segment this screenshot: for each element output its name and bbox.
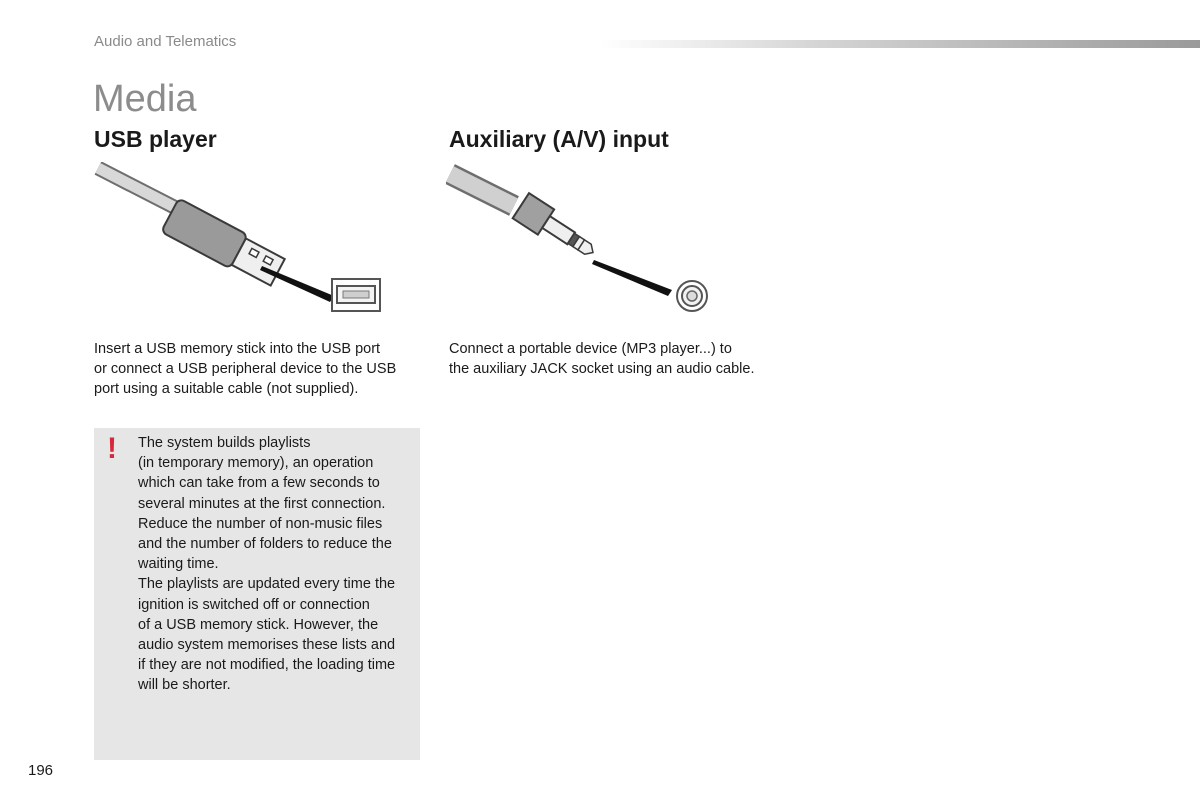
page-title: Media <box>93 78 197 120</box>
note-line: ignition is switched off or connection <box>138 596 370 613</box>
note-line: of a USB memory stick. However, the <box>138 616 379 633</box>
usb-plug-illustration <box>94 162 394 322</box>
aux-text-line: Connect a portable device (MP3 player...) to <box>449 341 732 357</box>
page-number: 196 <box>28 762 54 779</box>
note-line: will be shorter. <box>138 677 231 694</box>
jack-plug-illustration <box>446 162 746 322</box>
note-line: audio system memorises these lists and <box>138 637 396 654</box>
aux-description <box>449 339 789 379</box>
header-gradient-bar <box>600 40 1200 48</box>
note-line: if they are not modified, the loading time <box>138 657 396 674</box>
note-line: Reduce the number of non-music files <box>138 515 383 532</box>
usb-text-line: port using a suitable cable (not supplied). <box>94 381 359 397</box>
note-line: waiting time. <box>138 556 219 573</box>
note-line: The playlists are updated every time the <box>138 576 396 593</box>
usb-text-line: or connect a USB peripheral device to the USB <box>94 361 397 377</box>
note-text <box>138 433 414 696</box>
usb-description <box>94 339 424 399</box>
aux-heading: Auxiliary (A/V) input <box>449 126 669 152</box>
aux-text-line: the auxiliary JACK socket using an audio cable. <box>449 361 755 377</box>
warning-note-box <box>94 428 420 760</box>
usb-text-line: Insert a USB memory stick into the USB port <box>94 341 381 357</box>
usb-heading: USB player <box>94 126 217 152</box>
header-section-label: Audio and Telematics <box>94 33 237 50</box>
note-line: several minutes at the first connection. <box>138 495 386 512</box>
note-line: which can take from a few seconds to <box>138 475 380 492</box>
note-line: and the number of folders to reduce the <box>138 536 392 553</box>
exclamation-icon: ! <box>107 432 117 465</box>
note-line: The system builds playlists <box>138 435 311 451</box>
note-line: (in temporary memory), an operation <box>138 455 374 472</box>
